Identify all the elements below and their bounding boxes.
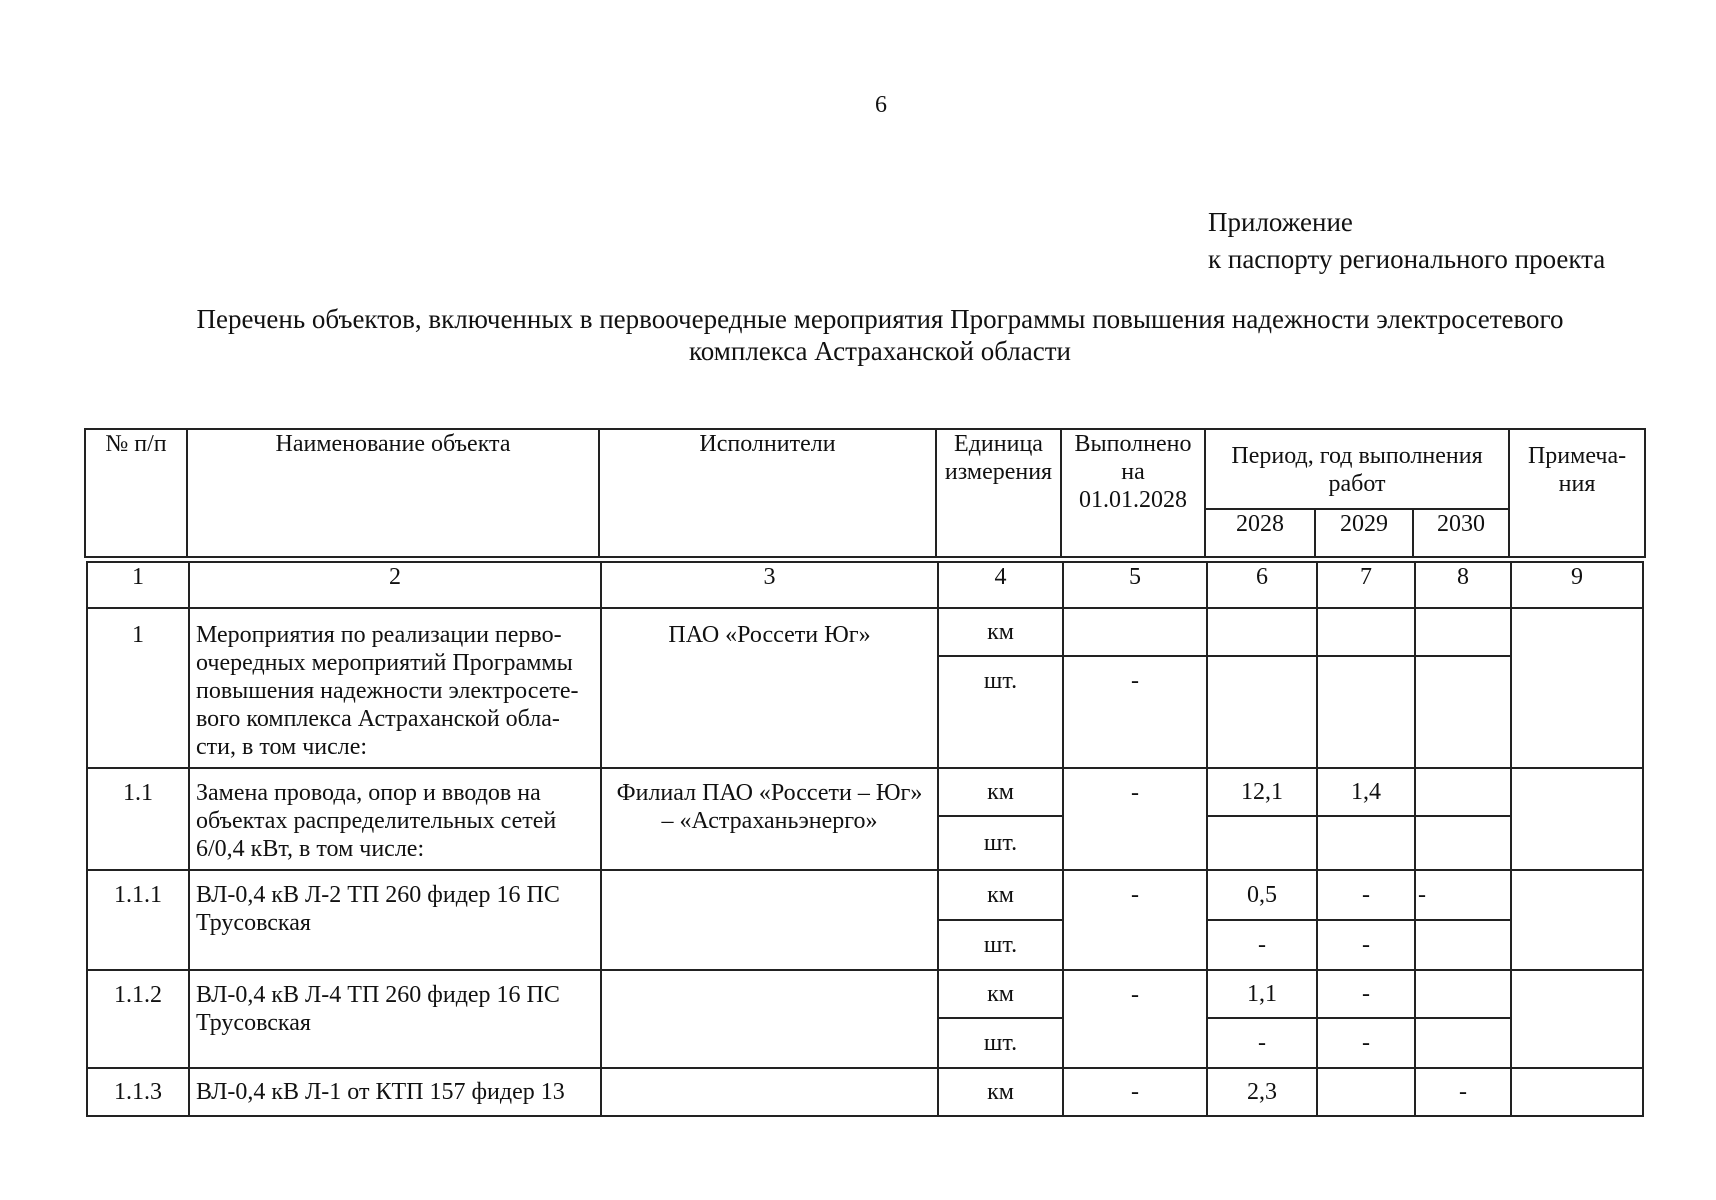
row-2029-km: - — [1317, 870, 1415, 920]
table-header — [84, 428, 1646, 558]
row-2028-km: 1,1 — [1207, 970, 1317, 1018]
row-2030-km: - — [1415, 870, 1511, 920]
header-name: Наименование объекта — [187, 429, 599, 557]
row-executor: Филиал ПАО «Россети – Юг» – «Астраханьэнерго» — [601, 768, 938, 870]
table-row — [87, 608, 1643, 656]
row-num: 1.1.2 — [87, 970, 189, 1068]
row-unit-pcs: шт. — [938, 920, 1063, 970]
header-note: Примеча-ния — [1509, 429, 1645, 557]
header-done: Выполнено на 01.01.2028 — [1061, 429, 1205, 557]
column-number: 5 — [1063, 562, 1207, 608]
row-num: 1.1.3 — [87, 1068, 189, 1116]
row-done-km: - — [1063, 870, 1207, 970]
table-body — [86, 561, 1644, 1117]
row-executor: ПАО «Россети Юг» — [601, 608, 938, 768]
row-unit-pcs: шт. — [938, 816, 1063, 870]
row-unit-km: км — [938, 970, 1063, 1018]
header-year-2030: 2030 — [1413, 509, 1509, 557]
column-number: 8 — [1415, 562, 1511, 608]
row-2029-km — [1317, 608, 1415, 656]
header-num: № п/п — [85, 429, 187, 557]
row-2029-pcs: - — [1317, 920, 1415, 970]
row-note — [1511, 870, 1643, 970]
document-title — [150, 303, 1610, 367]
row-2030-km — [1415, 608, 1511, 656]
row-done-pcs: - — [1063, 656, 1207, 768]
row-name: ВЛ-0,4 кВ Л-2 ТП 260 фидер 16 ПС Трусовская — [189, 870, 601, 970]
row-2029-pcs — [1317, 656, 1415, 768]
row-2028-km: 12,1 — [1207, 768, 1317, 816]
row-note — [1511, 970, 1643, 1068]
row-2029-pcs — [1317, 816, 1415, 870]
row-note — [1511, 768, 1643, 870]
row-2030-km — [1415, 768, 1511, 816]
table-row — [87, 970, 1643, 1018]
header-year-2028: 2028 — [1205, 509, 1315, 557]
row-2028-pcs — [1207, 816, 1317, 870]
row-done-km — [1063, 608, 1207, 656]
row-2028-km: 2,3 — [1207, 1068, 1317, 1116]
row-2028-pcs — [1207, 656, 1317, 768]
row-2029-km: 1,4 — [1317, 768, 1415, 816]
row-note — [1511, 608, 1643, 768]
row-done-km: - — [1063, 768, 1207, 870]
appendix-line-1: Приложение — [1208, 207, 1353, 237]
column-number: 6 — [1207, 562, 1317, 608]
row-2030-pcs — [1415, 816, 1511, 870]
row-num: 1.1.1 — [87, 870, 189, 970]
row-executor — [601, 1068, 938, 1116]
column-number: 9 — [1511, 562, 1643, 608]
row-2028-km: 0,5 — [1207, 870, 1317, 920]
table-row — [87, 870, 1643, 920]
table-row — [87, 1068, 1643, 1116]
row-unit-pcs: шт. — [938, 1018, 1063, 1068]
row-name: Мероприятия по реализации перво-очередных мероприятий Программы повышения надежности электросете-вого комплекса Астраханской обла-сти, в том числе: — [189, 608, 601, 768]
page-number: 6 — [875, 92, 887, 118]
row-2029-pcs: - — [1317, 1018, 1415, 1068]
column-number: 1 — [87, 562, 189, 608]
row-2029-km — [1317, 1068, 1415, 1116]
appendix-caption — [1208, 204, 1605, 278]
row-num: 1.1 — [87, 768, 189, 870]
appendix-line-2: к паспорту регионального проекта — [1208, 244, 1606, 274]
row-name: ВЛ-0,4 кВ Л-4 ТП 260 фидер 16 ПС Трусовская — [189, 970, 601, 1068]
row-2030-pcs — [1415, 1018, 1511, 1068]
row-2030-km: - — [1415, 1068, 1511, 1116]
column-number: 3 — [601, 562, 938, 608]
row-unit-km: км — [938, 608, 1063, 656]
row-num: 1 — [87, 608, 189, 768]
row-executor — [601, 870, 938, 970]
table-row — [87, 768, 1643, 816]
row-done-km: - — [1063, 970, 1207, 1068]
document-title-line-1: Перечень объектов, включенных в первоочередные мероприятия Программы повышения надежности электросетевого — [196, 304, 1564, 334]
column-number-row — [87, 562, 1643, 608]
row-unit-km: км — [938, 768, 1063, 816]
row-2028-km — [1207, 608, 1317, 656]
row-2030-pcs — [1415, 656, 1511, 768]
row-2028-pcs: - — [1207, 920, 1317, 970]
header-executors: Исполнители — [599, 429, 936, 557]
row-2029-km: - — [1317, 970, 1415, 1018]
document-title-line-2: комплекса Астраханской области — [689, 336, 1071, 366]
row-2030-pcs — [1415, 920, 1511, 970]
column-number: 2 — [189, 562, 601, 608]
row-unit-km: км — [938, 1068, 1063, 1116]
row-executor — [601, 970, 938, 1068]
header-period: Период, год выполнения работ — [1205, 429, 1509, 509]
row-unit-pcs: шт. — [938, 656, 1063, 768]
row-2030-km — [1415, 970, 1511, 1018]
column-number: 4 — [938, 562, 1063, 608]
row-note — [1511, 1068, 1643, 1116]
column-number: 7 — [1317, 562, 1415, 608]
header-unit: Единица измерения — [936, 429, 1061, 557]
row-name: Замена провода, опор и вводов на объектах распределительных сетей 6/0,4 кВт, в том числе: — [189, 768, 601, 870]
row-unit-km: км — [938, 870, 1063, 920]
row-done-km: - — [1063, 1068, 1207, 1116]
row-name: ВЛ-0,4 кВ Л-1 от КТП 157 фидер 13 — [189, 1068, 601, 1116]
row-2028-pcs: - — [1207, 1018, 1317, 1068]
header-year-2029: 2029 — [1315, 509, 1413, 557]
